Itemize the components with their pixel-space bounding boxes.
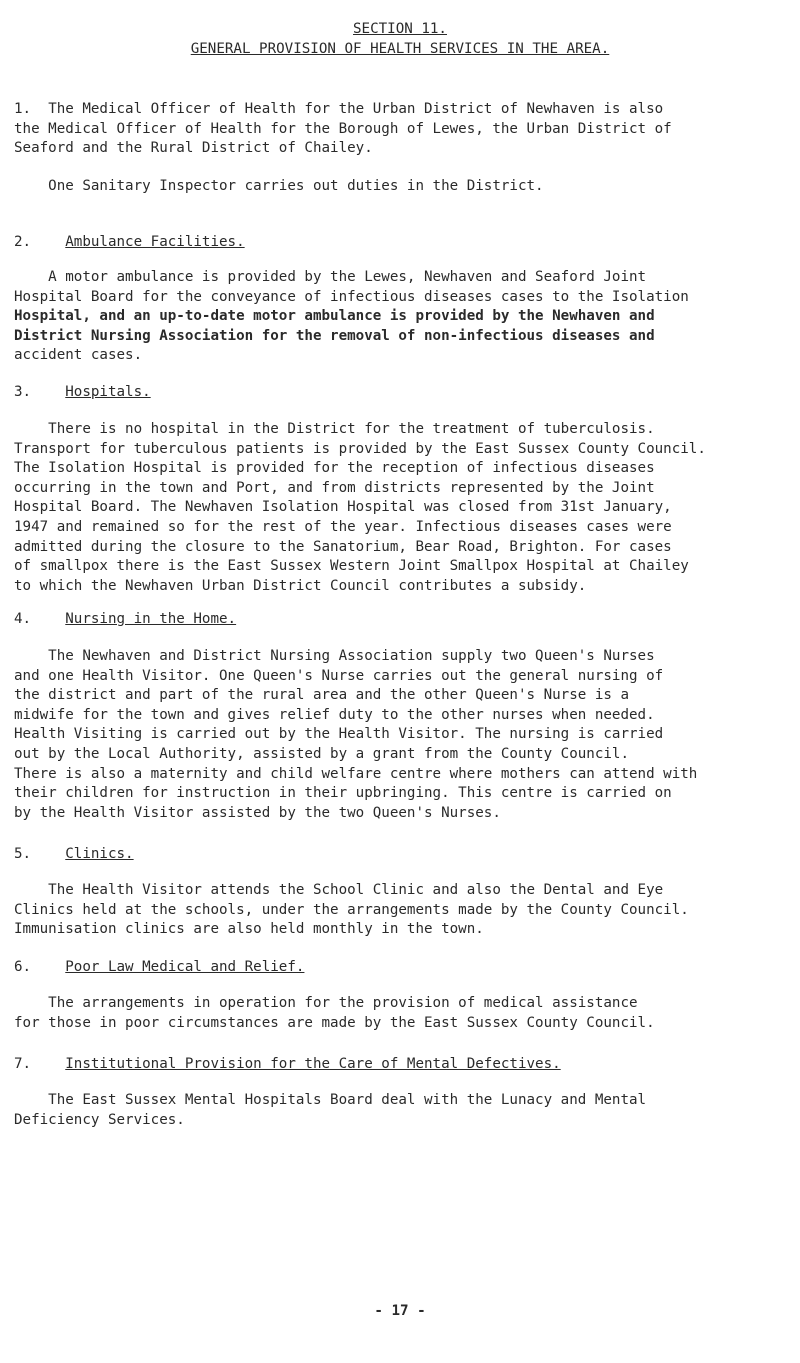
item-4-heading: [14, 610, 236, 630]
item-7-number: 7.: [14, 1056, 32, 1072]
item-3-line-8: of smallpox there is the East Sussex Western Joint Smallpox Hospital at Chailey: [14, 558, 689, 575]
item-6-heading-text: Poor Law Medical and Relief.: [65, 959, 305, 975]
item-6-line-2: for those in poor circumstances are made by the East Sussex County Council.: [14, 1014, 655, 1031]
item-1-line-2: the Medical Officer of Health for the Borough of Lewes, the Urban District of: [14, 120, 672, 137]
item-3-paragraph: [14, 420, 794, 596]
sanitary-inspector-text: One Sanitary Inspector carries out duties in the District.: [48, 178, 544, 194]
item-7-line-2: Deficiency Services.: [14, 1111, 185, 1128]
item-4-line-6: out by the Local Authority, assisted by a grant from the County Council.: [14, 745, 629, 762]
item-3-line-5: Hospital Board. The Newhaven Isolation Hospital was closed from 31st January,: [14, 499, 672, 516]
item-3-heading: [14, 383, 151, 403]
item-2-number: 2.: [14, 234, 32, 250]
item-5-heading-text: Clinics.: [65, 846, 134, 862]
item-3-line-1: There is no hospital in the District for the treatment of tuberculosis.: [48, 421, 655, 437]
item-2-line-4: District Nursing Association for the removal of non-infectious diseases and: [14, 327, 655, 344]
item-5-line-1: The Health Visitor attends the School Clinic and also the Dental and Eye: [48, 882, 664, 898]
item-1-extra: [14, 177, 794, 197]
item-1-line-3: Seaford and the Rural District of Chailey.: [14, 140, 373, 157]
item-7-paragraph: [14, 1091, 794, 1130]
item-4-line-8: their children for instruction in their upbringing. This centre is carried on: [14, 785, 672, 802]
item-4-line-1: The Newhaven and District Nursing Association supply two Queen's Nurses: [48, 648, 655, 664]
item-4-line-7: There is also a maternity and child welfare centre where mothers can attend with: [14, 765, 698, 782]
item-6-paragraph: [14, 994, 794, 1033]
item-3-line-2: Transport for tuberculous patients is provided by the East Sussex County Council.: [14, 440, 706, 457]
item-5-line-2: Clinics held at the schools, under the arrangements made by the County Council.: [14, 901, 689, 918]
item-4-line-9: by the Health Visitor assisted by the two Queen's Nurses.: [14, 804, 501, 821]
item-2-heading-text: Ambulance Facilities.: [65, 234, 245, 250]
item-4-heading-text: Nursing in the Home.: [65, 611, 237, 627]
item-4-paragraph: [14, 647, 794, 823]
item-3-heading-text: Hospitals.: [65, 384, 151, 400]
item-6-heading: [14, 958, 304, 978]
item-7-heading: [14, 1055, 561, 1075]
item-6-number: 6.: [14, 959, 32, 975]
item-5-line-3: Immunisation clinics are also held monthly in the town.: [14, 921, 484, 938]
item-7-line-1: The East Sussex Mental Hospitals Board deal with the Lunacy and Mental: [48, 1092, 647, 1108]
item-4-number: 4.: [14, 611, 32, 627]
page-number: - 17 -: [374, 1303, 426, 1319]
item-4-line-4: midwife for the town and gives relief duty to the other nurses when needed.: [14, 706, 655, 723]
item-3-line-6: 1947 and remained so for the rest of the year. Infectious diseases cases were: [14, 518, 672, 535]
item-3-number: 3.: [14, 384, 32, 400]
item-1-paragraph: [14, 100, 794, 159]
item-1-number: 1.: [14, 101, 32, 117]
item-4-line-2: and one Health Visitor. One Queen's Nurse carries out the general nursing of: [14, 667, 664, 684]
item-2-heading: [14, 233, 245, 253]
section-subtitle: GENERAL PROVISION OF HEALTH SERVICES IN THE AREA.: [190, 41, 610, 57]
item-3-line-7: admitted during the closure to the Sanatorium, Bear Road, Brighton. For cases: [14, 538, 672, 555]
item-5-number: 5.: [14, 846, 32, 862]
item-3-line-4: occurring in the town and Port, and from districts represented by the Joint: [14, 479, 655, 496]
item-2-line-5: accident cases.: [14, 347, 143, 364]
section-title: SECTION 11.: [353, 21, 447, 37]
item-2-line-1: A motor ambulance is provided by the Lewes, Newhaven and Seaford Joint: [48, 269, 647, 285]
item-2-line-3: Hospital, and an up-to-date motor ambulance is provided by the Newhaven and: [14, 308, 655, 325]
item-2-line-2: Hospital Board for the conveyance of infectious diseases cases to the Isolation: [14, 288, 689, 305]
item-6-line-1: The arrangements in operation for the provision of medical assistance: [48, 995, 638, 1011]
item-2-paragraph: [14, 268, 794, 366]
item-3-line-9: to which the Newhaven Urban District Council contributes a subsidy.: [14, 577, 587, 594]
item-5-heading: [14, 845, 134, 865]
item-4-line-5: Health Visiting is carried out by the Health Visitor. The nursing is carried: [14, 726, 664, 743]
item-5-paragraph: [14, 881, 794, 940]
item-7-heading-text: Institutional Provision for the Care of Mental Defectives.: [65, 1056, 561, 1072]
item-1-line-1: The Medical Officer of Health for the Urban District of Newhaven is also: [48, 101, 664, 117]
item-3-line-3: The Isolation Hospital is provided for the reception of infectious diseases: [14, 460, 655, 477]
item-4-line-3: the district and part of the rural area and the other Queen's Nurse is a: [14, 687, 629, 704]
